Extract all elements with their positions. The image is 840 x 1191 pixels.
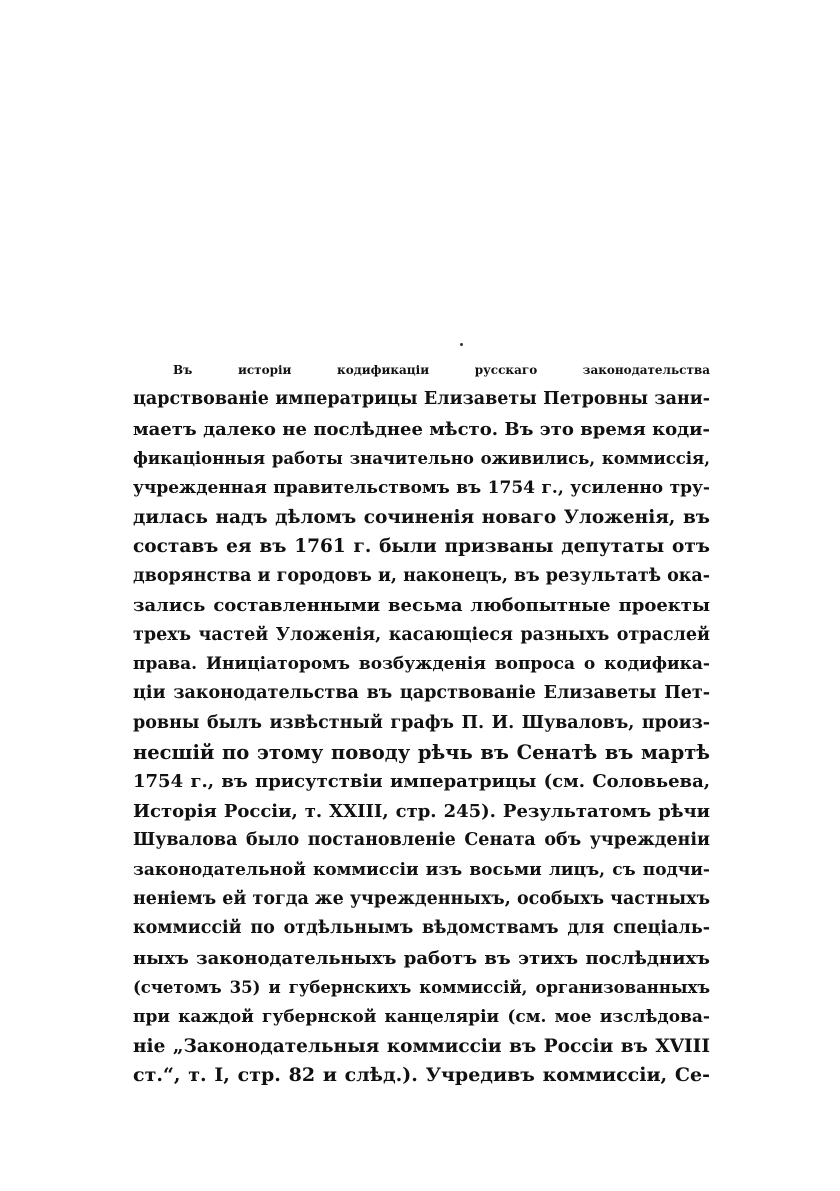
paragraph-line: законодательной коммиссіи изъ восьми лицъ, съ подчи-	[133, 859, 710, 880]
paragraph-line: Шувалова было постановленіе Сената объ учрежденіи	[133, 830, 710, 851]
paragraph-line: дилась надъ дѣломъ сочиненія новаго Уложенія, въ	[133, 506, 710, 528]
paragraph-line: трехъ частей Уложенія, касающіеся разныхъ отраслей	[133, 624, 710, 645]
paragraph-line: дворянства и городовъ и, наконецъ, въ результатѣ ока-	[133, 565, 711, 586]
paragraph-line: фикаціонныя работы значительно оживились, коммиссія,	[133, 449, 710, 469]
paragraph-line: права. Иниціаторомъ возбужденія вопроса о кодифика-	[133, 653, 710, 674]
paragraph-line: неніемъ ей тогда же учрежденныхъ, особыхъ частныхъ	[133, 889, 710, 910]
paragraph-line: несшій по этому поводу рѣчь въ Сенатѣ въ мартѣ	[133, 741, 710, 765]
paragraph-line: ныхъ законодательныхъ работъ въ этихъ послѣднихъ	[133, 947, 710, 969]
paragraph-line: (счетомъ 35) и губернскихъ коммиссій, организованныхъ	[133, 978, 710, 998]
paragraph-line: учрежденная правительствомъ въ 1754 г., усиленно тру-	[133, 477, 710, 498]
paragraph-line: коммиссій по отдѣльнымъ вѣдомствамъ для спеціаль-	[133, 918, 710, 939]
paragraph-line: зались составленными весьма любопытные проекты	[133, 595, 710, 617]
paragraph-line: 1754 г., въ присутствіи императрицы (см. Соловьева,	[133, 771, 710, 793]
paragraph-line: царствованіе императрицы Елизаветы Петровны зани-	[133, 389, 710, 410]
paragraph-line: составъ ея въ 1761 г. были призваны депутаты отъ	[133, 536, 710, 558]
paragraph-line: ціи законодательства въ царствованіе Елизаветы Пет-	[133, 683, 710, 704]
paragraph-line: маетъ далеко не послѣднее мѣсто. Въ это время коди-	[133, 418, 710, 440]
paragraph-line: ровны былъ извѣстный графъ П. И. Шуваловъ, произ-	[133, 712, 710, 733]
paragraph-line: ст.“, т. I, стр. 82 и слѣд.). Учредивъ коммиссіи, Се-	[133, 1064, 710, 1087]
paragraph-line: при каждой губернской канцеляріи (см. мое изслѣдова-	[133, 1006, 710, 1027]
body-paragraph	[133, 356, 710, 1091]
paragraph-line: ніе „Законодательныя коммиссіи въ Россіи въ XVIII	[133, 1035, 710, 1057]
paragraph-line: Исторія Россіи, т. XXIII, стр. 245). Результатомъ рѣчи	[133, 800, 710, 822]
print-speck	[460, 343, 463, 346]
paragraph-line: Въ исторіи кодификаціи русскаго законодательства	[173, 363, 710, 377]
